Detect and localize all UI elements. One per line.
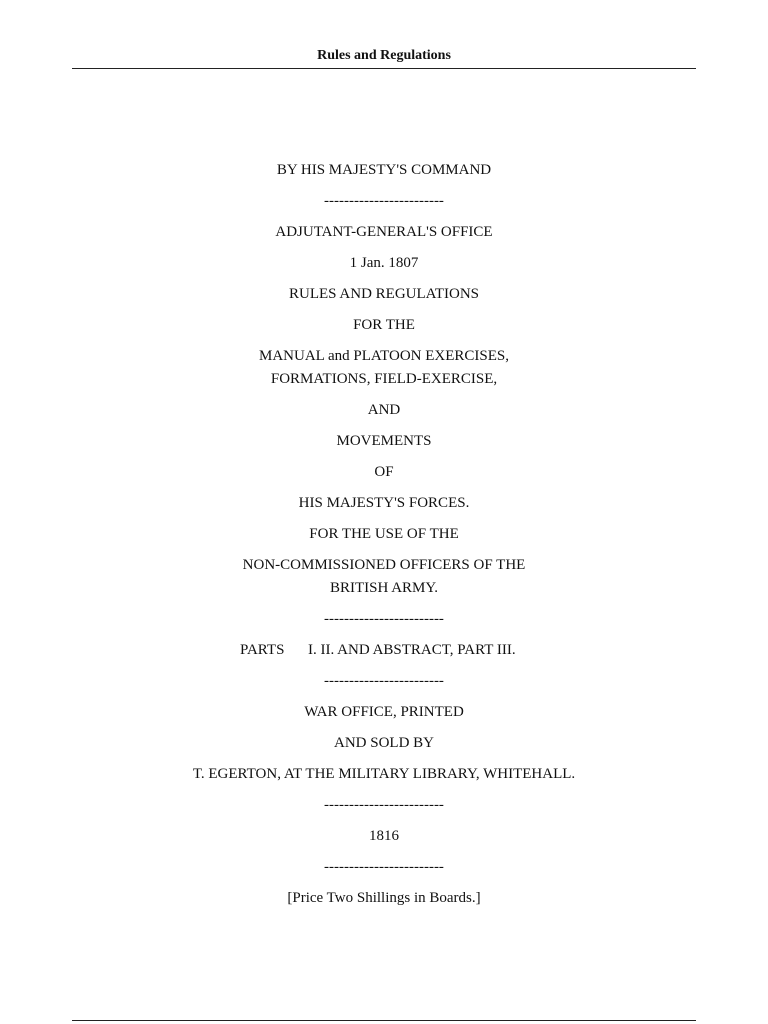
printer-line: WAR OFFICE, PRINTED: [304, 704, 464, 720]
printer-line: T. EGERTON, AT THE MILITARY LIBRARY, WHITEHALL.: [192, 766, 576, 782]
separator: ------------------------: [324, 611, 444, 627]
separator: ------------------------: [324, 797, 444, 813]
use-line: NON-COMMISSIONED OFFICERS OF THE: [242, 557, 526, 573]
header-rule: [72, 68, 696, 69]
office-line: ADJUTANT-GENERAL'S OFFICE: [275, 224, 493, 240]
footer-rule: [72, 1020, 696, 1021]
price-line: [Price Two Shillings in Boards.]: [287, 890, 481, 906]
separator: ------------------------: [324, 193, 444, 209]
title-line: MANUAL and PLATOON EXERCISES,: [258, 348, 509, 364]
title-line: FOR THE: [353, 317, 415, 333]
title-line: AND: [367, 402, 401, 418]
date-line: 1 Jan. 1807: [349, 255, 419, 271]
title-line: OF: [374, 464, 394, 480]
separator: ------------------------: [324, 859, 444, 875]
year-line: 1816: [369, 828, 399, 844]
title-line: MOVEMENTS: [336, 433, 432, 449]
printer-line: AND SOLD BY: [333, 735, 434, 751]
use-line: FOR THE USE OF THE: [309, 526, 459, 542]
parts-text: I. II. AND ABSTRACT, PART III.: [308, 642, 516, 658]
title-line: FORMATIONS, FIELD-EXERCISE,: [270, 371, 498, 387]
separator: ------------------------: [324, 673, 444, 689]
use-line: BRITISH ARMY.: [329, 580, 439, 596]
title-line: HIS MAJESTY'S FORCES.: [298, 495, 470, 511]
parts-label: PARTS: [240, 642, 285, 658]
running-header: Rules and Regulations: [317, 48, 451, 63]
title-line: RULES AND REGULATIONS: [288, 286, 479, 302]
command-line: BY HIS MAJESTY'S COMMAND: [276, 162, 492, 178]
